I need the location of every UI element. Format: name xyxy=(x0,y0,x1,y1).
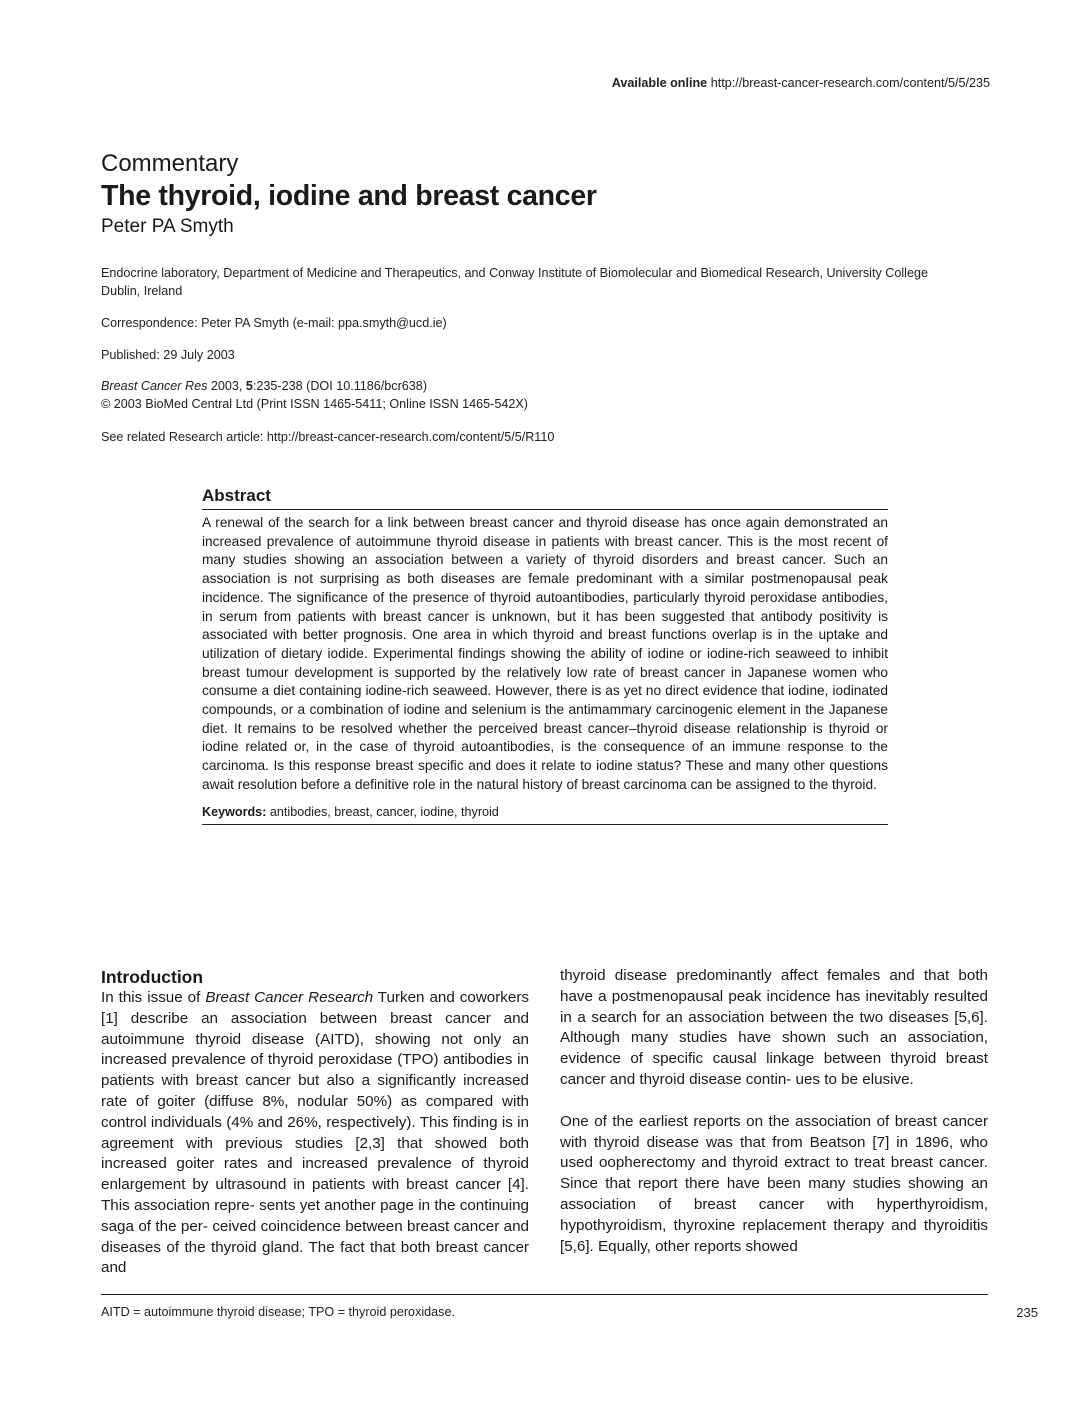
introduction-heading: Introduction xyxy=(101,967,204,987)
affiliation: Endocrine laboratory, Department of Medicine and Therapeutics, and Conway Institute of Biomolecular and Biomedical Research, University College Dublin, Ireland xyxy=(101,266,928,298)
article-url-link[interactable]: http://breast-cancer-research.com/content/5/5/235 xyxy=(710,76,990,90)
keywords-line xyxy=(202,805,888,825)
published-date: Published: 29 July 2003 xyxy=(101,348,235,362)
keywords-label: Keywords: xyxy=(202,804,267,819)
correspondence: Correspondence: Peter PA Smyth (e-mail: ppa.smyth@ucd.ie) xyxy=(101,316,447,330)
body-column-left xyxy=(101,966,529,1279)
citation-year: 2003, xyxy=(207,379,246,393)
introduction-paragraph-2: One of the earliest reports on the association of breast cancer with thyroid disease was that from Beatson [7] in 1896, who used oopherectomy and thyroid extract to treat breast cancer. Since that report there have been many studies showing an association of breast cancer with hyperthyroidism, hypothyroidism, thyroxine replacement therapy and thyroiditis [5,6]. Equally, other reports showed xyxy=(560,1112,988,1255)
citation-block xyxy=(101,377,961,413)
author-name: Peter PA Smyth xyxy=(101,216,234,237)
citation-line xyxy=(101,377,961,395)
related-article-link[interactable]: See related Research article: http://breast-cancer-research.com/content/5/5/R110 xyxy=(101,430,555,444)
paragraph-text: Turken and coworkers [1] describe an association between breast cancer and autoimmune thyroid disease (AITD), showing not only an increased prevalence of thyroid peroxidase (TPO) antibodies in patients with breast cancer but also a significantly increased rate of goiter (diffuse 8%, nodular 50%) as compared with control individuals (4% and 26%, respectively). This finding is in agreement with previous studies [2,3] that showed both increased goiter rates and increased prevalence of thyroid enlargement by ultrasound in patients with breast cancer [4]. This association repre- sents yet another page in the continuing saga of the per- ceived coincidence between breast cancer and diseases of the thyroid gland. The fact that both breast cancer and xyxy=(101,989,529,1277)
abstract-section xyxy=(202,486,888,825)
keywords-list: antibodies, breast, cancer, iodine, thyroid xyxy=(266,804,499,819)
abbreviations-footnote: AITD = autoimmune thyroid disease; TPO = thyroid peroxidase. xyxy=(101,1305,455,1319)
available-online-label: Available online xyxy=(611,76,708,90)
journal-name: Breast Cancer Res xyxy=(101,379,208,393)
abstract-text: A renewal of the search for a link between breast cancer and thyroid disease has once again demonstrated an increased prevalence of autoimmune thyroid disease in patients with breast cancer. This is the most recent of many studies showing an association between a variety of thyroid disorders and breast cancer. Such an association is not surprising as both diseases are female predominant with a similar postmenopausal peak incidence. The significance of the presence of thyroid autoantibodies, particularly thyroid peroxidase antibodies, in serum from patients with breast cancer is unknown, but it has been suggested that antibody positivity is associated with better prognosis. One area in which thyroid and breast functions overlap is in the uptake and utilization of dietary iodide. Experimental findings showing the ability of iodine or iodine-rich seaweed to inhibit breast tumour development is supported by the relatively low rate of breast cancer in Japanese women who consume a diet containing iodine-rich seaweed. However, there is as yet no direct evidence that iodine, iodinated compounds, or a combination of iodine and selenium is the antimammary carcinogenic element in the Japanese diet. It remains to be resolved whether the perceived breast cancer–thyroid disease relationship is thyroid or iodine related or, in the case of thyroid autoantibodies, is the consequence of an immune response to the carcinoma. Is this response breast specific and does it relate to iodine status? These and many other questions await resolution before a definitive role in the natural history of breast carcinoma can be assigned to the thyroid. xyxy=(202,515,888,792)
body-column-right xyxy=(560,966,988,1257)
paragraph-text: In this issue of xyxy=(101,989,206,1006)
citation-pages-doi: :235-238 (DOI 10.1186/bcr638) xyxy=(252,379,428,393)
header-url-line xyxy=(0,76,990,90)
copyright-line: © 2003 BioMed Central Ltd (Print ISSN 1465-5411; Online ISSN 1465-542X) xyxy=(101,397,528,411)
article-title: The thyroid, iodine and breast cancer xyxy=(101,180,597,212)
footer-divider xyxy=(101,1294,988,1295)
page-number: 235 xyxy=(1016,1305,1038,1320)
citation-volume: 5 xyxy=(245,379,253,393)
abstract-heading: Abstract xyxy=(202,486,888,510)
journal-name-inline: Breast Cancer Research xyxy=(205,989,374,1006)
section-label: Commentary xyxy=(101,150,239,177)
introduction-paragraph-1 xyxy=(101,988,529,1279)
introduction-paragraph-1-continued: thyroid disease predominantly affect females and that both have a postmenopausal peak incidence has inevitably resulted in a search for an association between the two diseases [5,6]. Although many studies have shown such an association, evidence of specific causal linkage between thyroid breast cancer and thyroid disease contin- ues to be elusive. xyxy=(560,967,988,1088)
